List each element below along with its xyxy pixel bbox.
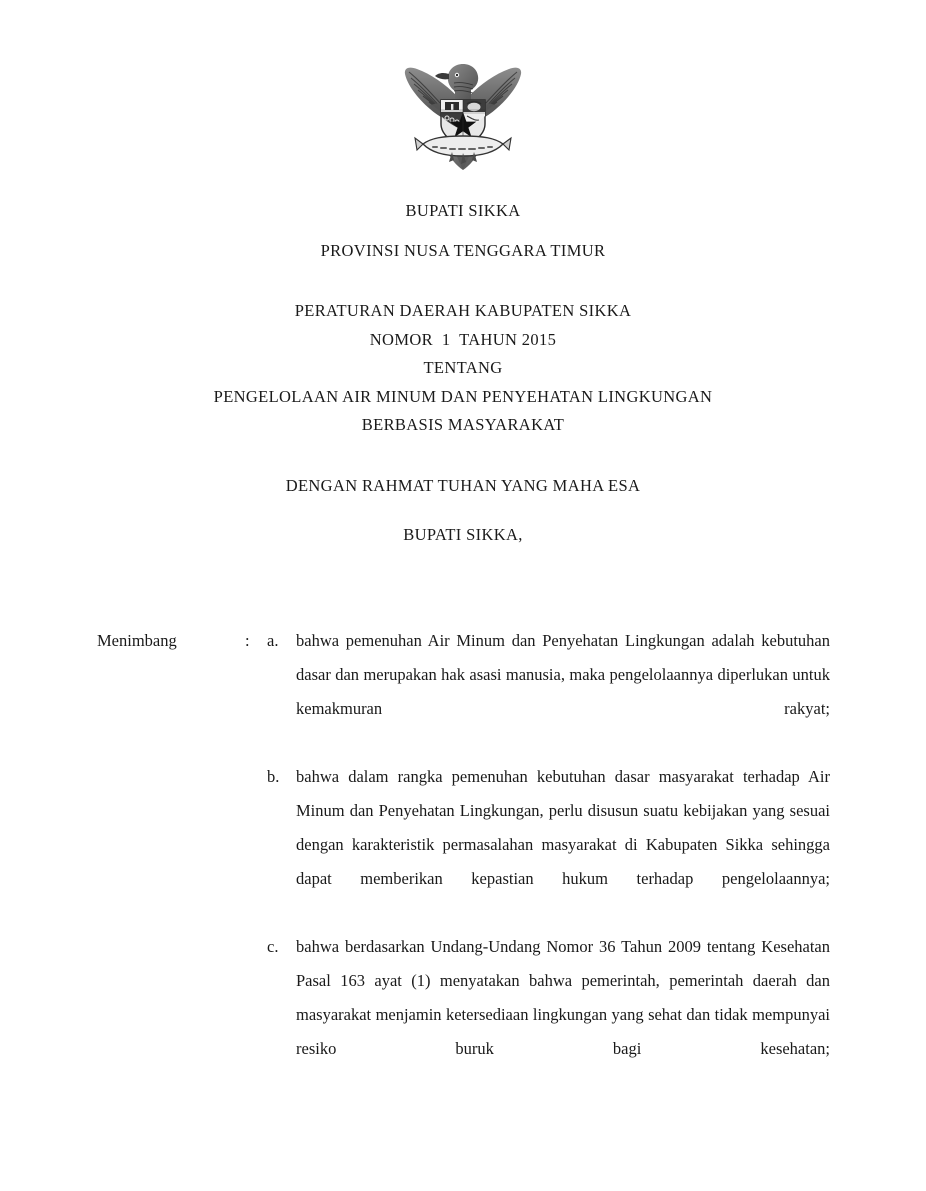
heading-bupati-sikka-sign: BUPATI SIKKA, — [403, 525, 523, 544]
heading-judul-line-1: PENGELOLAAN AIR MINUM DAN PENYEHATAN LINGKUNGAN — [213, 386, 713, 406]
considerans-label: Menimbang — [97, 631, 177, 650]
garuda-pancasila-emblem — [397, 52, 529, 174]
heading-peraturan-daerah: PERATURAN DAERAH KABUPATEN SIKKA — [294, 301, 632, 320]
heading-dengan-rahmat: DENGAN RAHMAT TUHAN YANG MAHA ESA — [285, 475, 641, 495]
considerans-item-b — [267, 760, 830, 930]
considerans-marker-a: a. — [267, 631, 279, 650]
document-heading-block — [0, 203, 926, 544]
considerans-text-a: bahwa pemenuhan Air Minum dan Penyehatan Lingkungan adalah kebutuhan dasar dan merupakan hak asasi manusia, maka pengelolaannya diperlukan untuk kemakmuran rakyat; — [296, 631, 830, 718]
heading-provinsi: PROVINSI NUSA TENGGARA TIMUR — [320, 240, 606, 260]
emblem-container — [0, 52, 926, 174]
considerans-item-a — [267, 624, 830, 760]
considerans-item-list — [267, 624, 830, 1100]
considerans-section — [97, 624, 830, 1100]
considerans-text-c: bahwa berdasarkan Undang-Undang Nomor 36 Tahun 2009 tentang Kesehatan Pasal 163 ayat (1) menyatakan bahwa pemerintah, pemerintah daerah dan masyarakat menjamin ketersediaan lingkungan yang sehat dan tidak mempunyai resiko buruk bagi kesehatan; — [296, 937, 830, 1058]
considerans-colon: : — [245, 631, 250, 650]
considerans-item-c — [267, 930, 830, 1100]
considerans-marker-b: b. — [267, 767, 280, 786]
heading-nomor-tahun: NOMOR 1 TAHUN 2015 — [369, 329, 557, 349]
heading-bupati-sikka: BUPATI SIKKA — [405, 201, 521, 220]
heading-judul-line-2: BERBASIS MASYARAKAT — [361, 415, 565, 434]
considerans-text-b: bahwa dalam rangka pemenuhan kebutuhan dasar masyarakat terhadap Air Minum dan Penyehatan Lingkungan, perlu disusun suatu kebijakan yang sesuai dengan karakteristik permasalahan masyarakat di Kabupaten Sikka sehingga dapat memberikan kepastian hukum terhadap pengelolaannya; — [296, 767, 830, 888]
considerans-marker-c: c. — [267, 937, 279, 956]
emblem-scroll — [415, 136, 511, 164]
heading-tentang: TENTANG — [423, 358, 503, 377]
